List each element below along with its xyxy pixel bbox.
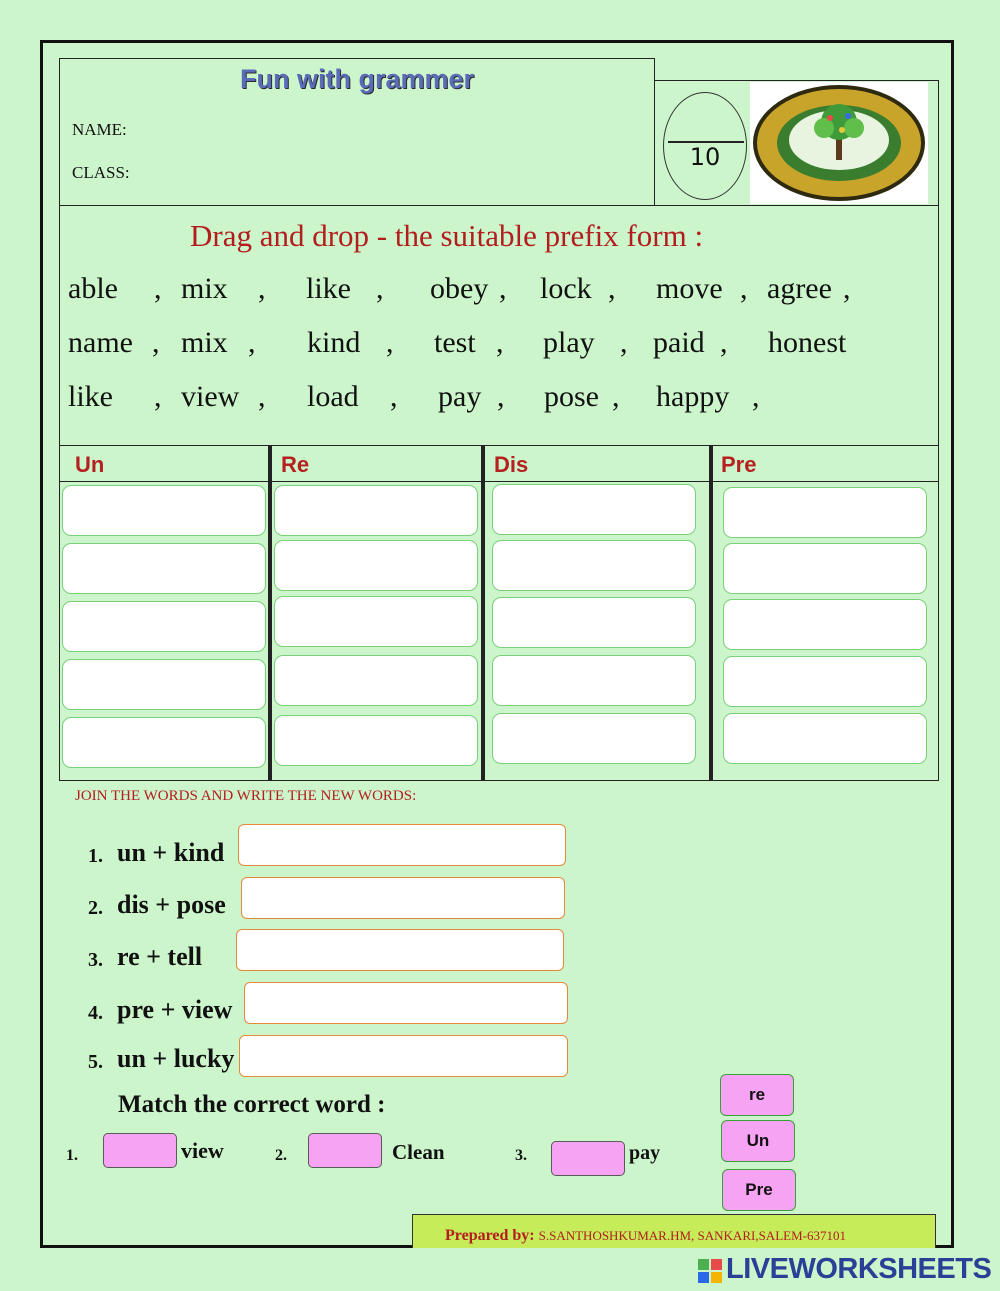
word-chip[interactable]: honest	[768, 326, 847, 359]
join-item-text: pre + view	[117, 995, 233, 1024]
word-separator: ,	[376, 272, 384, 305]
liveworksheets-logo-icon	[698, 1259, 722, 1283]
word-separator: ,	[258, 380, 266, 413]
left-border	[59, 58, 60, 781]
join-answer-input[interactable]	[241, 877, 565, 919]
word-chip[interactable]: name	[68, 326, 133, 359]
match-item-number: 3.	[515, 1147, 527, 1164]
option-chip-pre[interactable]: Pre	[722, 1169, 796, 1211]
class-label: CLASS:	[72, 163, 130, 182]
name-label: NAME:	[72, 120, 127, 139]
join-item-number: 1.	[88, 845, 103, 867]
word-chip[interactable]: lock	[540, 272, 592, 305]
score-top-border	[654, 80, 938, 81]
columns-header-border	[60, 481, 938, 482]
liveworksheets-brand: LIVEWORKSHEETS	[726, 1253, 992, 1285]
prepared-by-value: S.SANTHOSHKUMAR.HM, SANKARI,SALEM-637101	[538, 1228, 846, 1243]
column-header-pre: Pre	[721, 452, 757, 477]
word-chip[interactable]: paid	[653, 326, 705, 359]
match-heading: Match the correct word :	[118, 1091, 386, 1118]
school-logo	[750, 82, 928, 204]
word-separator: ,	[248, 326, 256, 359]
join-item-number: 4.	[88, 1002, 103, 1024]
word-chip[interactable]: pay	[438, 380, 482, 413]
drop-slot-un[interactable]	[62, 601, 266, 652]
option-chip-re[interactable]: re	[720, 1074, 794, 1116]
right-border	[938, 80, 939, 781]
word-separator: ,	[258, 272, 266, 305]
word-separator: ,	[386, 326, 394, 359]
word-chip[interactable]: kind	[307, 326, 361, 359]
word-separator: ,	[740, 272, 748, 305]
word-chip[interactable]: like	[68, 380, 113, 413]
join-item-text: un + lucky	[117, 1044, 235, 1073]
word-chip[interactable]: obey	[430, 272, 489, 305]
word-chip[interactable]: move	[656, 272, 723, 305]
option-chip-un[interactable]: Un	[721, 1120, 795, 1162]
word-chip[interactable]: view	[181, 380, 240, 413]
word-separator: ,	[390, 380, 398, 413]
match-item-number: 2.	[275, 1147, 287, 1164]
columns-bottom-border	[60, 780, 938, 781]
prepared-by-banner	[412, 1214, 936, 1248]
word-separator: ,	[843, 272, 851, 305]
header-bottom-border	[60, 205, 938, 206]
prepared-by-text	[445, 1227, 846, 1245]
word-separator: ,	[152, 326, 160, 359]
drop-slot-pre[interactable]	[723, 713, 927, 764]
match-drop-box[interactable]	[308, 1133, 382, 1168]
word-chip[interactable]: agree	[767, 272, 832, 305]
drop-slot-un[interactable]	[62, 485, 266, 536]
worksheet-title: Fun with grammer	[239, 64, 475, 94]
match-item-word: pay	[629, 1142, 661, 1164]
prepared-by-label: Prepared by:	[445, 1227, 535, 1244]
join-answer-input[interactable]	[244, 982, 568, 1024]
word-separator: ,	[497, 380, 505, 413]
drop-slot-re[interactable]	[274, 596, 478, 647]
word-separator: ,	[154, 272, 162, 305]
word-separator: ,	[499, 272, 507, 305]
instruction-text: Drag and drop - the suitable prefix form :	[190, 218, 704, 253]
column-header-un: Un	[75, 452, 105, 477]
drop-slot-un[interactable]	[62, 543, 266, 594]
score-oval	[663, 92, 747, 200]
column-divider	[268, 445, 272, 781]
column-divider	[709, 445, 713, 781]
column-divider	[481, 445, 485, 781]
drop-slot-dis[interactable]	[492, 655, 696, 706]
join-answer-input[interactable]	[238, 824, 566, 866]
drop-slot-pre[interactable]	[723, 599, 927, 650]
join-item-number: 2.	[88, 897, 103, 919]
column-header-re: Re	[281, 452, 310, 477]
drop-slot-dis[interactable]	[492, 484, 696, 535]
word-chip[interactable]: pose	[544, 380, 599, 413]
score-total: 10	[689, 143, 721, 171]
drop-slot-re[interactable]	[274, 715, 478, 766]
match-drop-box[interactable]	[551, 1141, 625, 1176]
word-chip[interactable]: happy	[656, 380, 730, 413]
word-chip[interactable]: able	[68, 272, 118, 305]
drop-slot-un[interactable]	[62, 659, 266, 710]
word-separator: ,	[752, 380, 760, 413]
word-separator: ,	[608, 272, 616, 305]
match-item-word: view	[181, 1138, 224, 1163]
word-chip[interactable]: test	[434, 326, 476, 359]
word-chip[interactable]: load	[307, 380, 359, 413]
join-item-text: re + tell	[117, 942, 203, 971]
word-separator: ,	[620, 326, 628, 359]
word-separator: ,	[496, 326, 504, 359]
word-separator: ,	[154, 380, 162, 413]
drop-slot-re[interactable]	[274, 655, 478, 706]
drop-slot-re[interactable]	[274, 485, 478, 536]
drop-slot-pre[interactable]	[723, 543, 927, 594]
join-answer-input[interactable]	[239, 1035, 568, 1077]
match-drop-box[interactable]	[103, 1133, 177, 1168]
join-item-text: dis + pose	[117, 890, 226, 919]
join-heading: JOIN THE WORDS AND WRITE THE NEW WORDS:	[75, 788, 417, 804]
word-separator: ,	[720, 326, 728, 359]
drop-slot-dis[interactable]	[492, 713, 696, 764]
join-item-text: un + kind	[117, 838, 225, 867]
drop-slot-pre[interactable]	[723, 656, 927, 707]
word-chip[interactable]: like	[306, 272, 351, 305]
join-item-number: 5.	[88, 1051, 103, 1073]
column-header-dis: Dis	[494, 452, 529, 477]
word-chip[interactable]: mix	[181, 326, 228, 359]
join-item-number: 3.	[88, 949, 103, 971]
drop-slot-dis[interactable]	[492, 540, 696, 591]
header-top-border	[60, 58, 654, 59]
columns-top-border	[60, 445, 938, 446]
match-item-word: Clean	[392, 1140, 445, 1164]
word-chip[interactable]: play	[543, 326, 595, 359]
drop-slot-re[interactable]	[274, 540, 478, 591]
drop-slot-pre[interactable]	[723, 487, 927, 538]
drop-slot-dis[interactable]	[492, 597, 696, 648]
match-item-number: 1.	[66, 1147, 78, 1164]
drop-slot-un[interactable]	[62, 717, 266, 768]
word-separator: ,	[612, 380, 620, 413]
word-chip[interactable]: mix	[181, 272, 228, 305]
join-answer-input[interactable]	[236, 929, 564, 971]
